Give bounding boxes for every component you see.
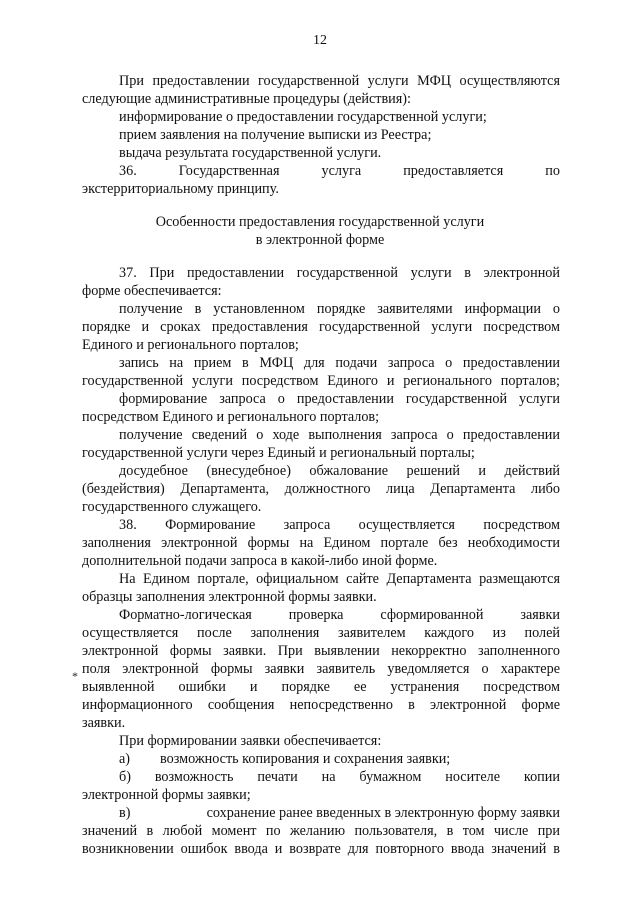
section-heading: Особенности предоставления государственной услуги bbox=[155, 214, 485, 230]
text-line: заявки. bbox=[82, 715, 126, 731]
text-line: досудебное (внесудебное) обжалование решений и действий bbox=[119, 463, 560, 479]
text-line: дополнительной подачи запроса в какой-либо иной форме. bbox=[82, 553, 438, 569]
word: порядке bbox=[281, 679, 330, 695]
text-line: осуществляется после заполнения заявителем каждого из полей bbox=[82, 625, 560, 641]
word: копии bbox=[523, 769, 560, 785]
text-line: электронной формы заявки. При выявлении некорректно заполненного bbox=[82, 643, 560, 659]
item-text: сохранение ранее введенных в электронную форму заявки bbox=[206, 805, 560, 821]
text-line: форме обеспечивается: bbox=[82, 283, 222, 299]
text-line: выдача результата государственной услуги. bbox=[119, 145, 382, 161]
word: ошибки bbox=[178, 679, 226, 695]
word: проверка bbox=[288, 607, 344, 623]
error-line bbox=[82, 678, 560, 696]
text-line: получение в установленном порядке заявителями информации о bbox=[119, 301, 560, 317]
text-line: информирование о предоставлении государственной услуги; bbox=[119, 109, 487, 125]
text-line: следующие административные процедуры (действия): bbox=[82, 91, 411, 107]
section-heading: в электронной форме bbox=[255, 232, 385, 248]
word: устранения bbox=[390, 679, 460, 695]
text-line: государственной услуги посредством Единого и регионального порталов; bbox=[82, 373, 560, 389]
text-line: (бездействия) Департамента, должностного лица Департамента либо bbox=[82, 481, 560, 497]
word: бумажном bbox=[359, 769, 422, 785]
text-line: запись на прием в МФЦ для подачи запроса о предоставлении bbox=[119, 355, 560, 371]
text-line: получение сведений о ходе выполнения запроса о предоставлении bbox=[119, 427, 560, 443]
word: предоставляется bbox=[403, 163, 504, 179]
paragraph-38-line bbox=[119, 516, 560, 534]
item-letter: в) bbox=[119, 805, 131, 821]
word: посредством bbox=[483, 679, 560, 695]
text-line: государственного служащего. bbox=[82, 499, 262, 515]
text-line: Единого и регионального порталов; bbox=[82, 337, 299, 353]
word: запроса bbox=[283, 517, 331, 533]
word: и bbox=[249, 679, 258, 695]
paragraph-36-line bbox=[119, 162, 560, 180]
format-check-line bbox=[119, 606, 560, 624]
word: Форматно-логическая bbox=[119, 607, 252, 623]
text-line: На Едином портале, официальном сайте Департамента размещаются bbox=[119, 571, 560, 587]
word: сформированной bbox=[380, 607, 484, 623]
text-line: прием заявления на получение выписки из Реестра; bbox=[119, 127, 432, 143]
text-line: значений в любой момент по желанию пользователя, в том числе при bbox=[82, 823, 560, 839]
item-b-line bbox=[119, 768, 560, 786]
text-line: При предоставлении государственной услуги МФЦ осуществляются bbox=[119, 73, 560, 89]
word: на bbox=[321, 769, 336, 785]
word: услуга bbox=[321, 163, 362, 179]
text-line: образцы заполнения электронной формы заявки. bbox=[82, 589, 377, 605]
text-line: порядке и сроках предоставления государственной услуги посредством bbox=[82, 319, 560, 335]
item-number: 38. bbox=[119, 517, 137, 533]
text-line: При формировании заявки обеспечивается: bbox=[119, 733, 382, 749]
word: ее bbox=[353, 679, 367, 695]
item-letter: б) bbox=[119, 769, 131, 785]
word: носителе bbox=[445, 769, 501, 785]
text-line: информационного сообщения непосредственно в электронной форме bbox=[82, 697, 560, 713]
word: осуществляется bbox=[358, 517, 455, 533]
page-number: 12 bbox=[313, 33, 327, 48]
word: Формирование bbox=[165, 517, 256, 533]
text-line: государственной услуги через Единый и региональный порталы; bbox=[82, 445, 475, 461]
word: посредством bbox=[483, 517, 560, 533]
word: Государственная bbox=[178, 163, 280, 179]
item-v-line bbox=[119, 804, 560, 822]
item-text: возможность копирования и сохранения заявки; bbox=[160, 751, 451, 767]
item-letter: а) bbox=[119, 751, 131, 767]
text-line: поля электронной формы заявки заявитель уведомляется о характере bbox=[82, 661, 560, 677]
text-line: 37. При предоставлении государственной услуги в электронной bbox=[119, 265, 560, 281]
item-number: 36. bbox=[119, 163, 137, 179]
text-line: электронной формы заявки; bbox=[82, 787, 251, 803]
text-line: возникновении ошибок ввода и возврате для повторного ввода значений в bbox=[82, 841, 560, 857]
word: возможность bbox=[154, 769, 234, 785]
text-line: формирование запроса о предоставлении государственной услуги bbox=[119, 391, 560, 407]
margin-mark: * bbox=[72, 669, 78, 683]
text-line: экстерриториальному принципу. bbox=[82, 181, 279, 197]
text-line: посредством Единого и регионального порталов; bbox=[82, 409, 380, 425]
word: выявленной bbox=[82, 679, 155, 695]
word: заявки bbox=[520, 607, 560, 623]
word: печати bbox=[257, 769, 298, 785]
item-a bbox=[119, 750, 451, 768]
text-line: заполнения электронной формы на Едином портале без необходимости bbox=[82, 535, 560, 551]
word: по bbox=[545, 163, 560, 179]
